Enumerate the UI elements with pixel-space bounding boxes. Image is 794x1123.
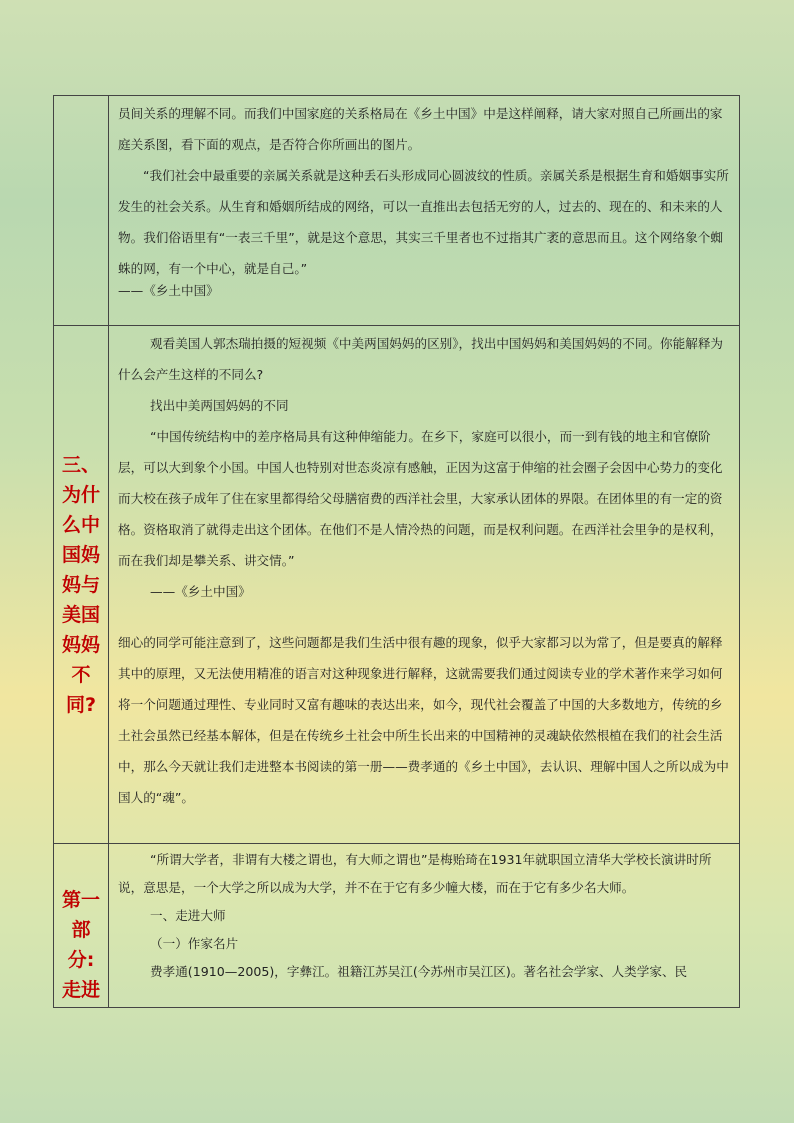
table-row [54, 325, 739, 843]
row-label-cell [54, 844, 109, 1007]
paragraph: 观看美国人郭杰瑞拍摄的短视频《中美两国妈妈的区别》，找出中国妈妈和美国妈妈的不同。你能解释为什么会产生这样的不同么? [118, 336, 724, 382]
row-content [109, 844, 739, 1007]
table-row [54, 843, 739, 1007]
paragraph: 费孝通(1910—2005)，字彝江。祖籍江苏吴江(今苏州市吴江区)。著名社会学家、人类学家、民 [150, 964, 688, 979]
quote-source: ——《乡土中国》 [118, 283, 219, 298]
subheading: 一、走进大师 [150, 908, 226, 923]
section-heading: 三、为什么中国妈妈与美国妈妈不同? [61, 453, 100, 716]
row-label-cell [54, 326, 109, 843]
paragraph: “所谓大学者，非谓有大楼之谓也，有大师之谓也”是梅贻琦在1931年就职国立清华大学校长演讲时所说，意思是，一个大学之所以成为大学，并不在于它有多少幢大楼，而在于它有多少名大师。 [118, 852, 712, 895]
paragraph: 细心的同学可能注意到了，这些问题都是我们生活中很有趣的现象，似乎大家都习以为常了，但是要真的解释其中的原理，又无法使用精准的语言对这种现象进行解释，这就需要我们通过阅读专业的学术著作来学习如何将一个问题通过理性、专业同时又富有趣味的表达出来，如今，现代社会覆盖了中国的大多数地方，传统的乡土社会虽然已经基本解体，但是在传统乡土社会中所生长出来的中国精神的灵魂缺依然根植在我们的社会生活中，那么今天就让我们走进整本书阅读的第一册——费孝通的《乡土中国》，去认识、理解中国人之所以成为中国人的“魂”。 [118, 635, 729, 805]
paragraph: 员间关系的理解不同。而我们中国家庭的关系格局在《乡土中国》中是这样阐释，请大家对照自己所画出的家庭关系图，看下面的观点，是否符合你所画出的图片。 [118, 106, 723, 152]
row-label-cell [54, 96, 109, 325]
lesson-table [53, 95, 740, 1008]
quote-paragraph: “中国传统结构中的差序格局具有这种伸缩能力。在乡下，家庭可以很小，而一到有钱的地主和官僚阶层，可以大到象个小国。中国人也特别对世态炎凉有感触，正因为这富于伸缩的社会圈子会因中心势力的变化而大校在孩子成年了住在家里都得给父母膳宿费的西洋社会里，大家承认团体的界限。在团体里的有一定的资格。资格取消了就得走出这个团体。在他们不是人情冷热的问题，而是权利问题。在西洋社会里争的是权利，而在我们却是攀关系、讲交情。” [118, 429, 723, 568]
section-heading: 第一部分:走进 [61, 889, 100, 1001]
quote-source: ——《乡土中国》 [150, 584, 251, 599]
table-row [54, 96, 739, 325]
subheading: （一）作家名片 [150, 936, 239, 951]
row-content [109, 326, 739, 843]
row-content [109, 96, 739, 325]
quote-paragraph: “我们社会中最重要的亲属关系就是这种丢石头形成同心圆波纹的性质。亲属关系是根据生育和婚姻事实所发生的社会关系。从生育和婚姻所结成的网络，可以一直推出去包括无穷的人，过去的、现在的、和未来的人物。我们俗语里有“一表三千里”，就是这个意思，其实三千里者也不过指其广袤的意思而且。这个网络象个蜘蛛的网，有一个中心，就是自己。” [118, 168, 729, 276]
spacer [118, 607, 733, 627]
paragraph: 找出中美两国妈妈的不同 [150, 398, 289, 413]
